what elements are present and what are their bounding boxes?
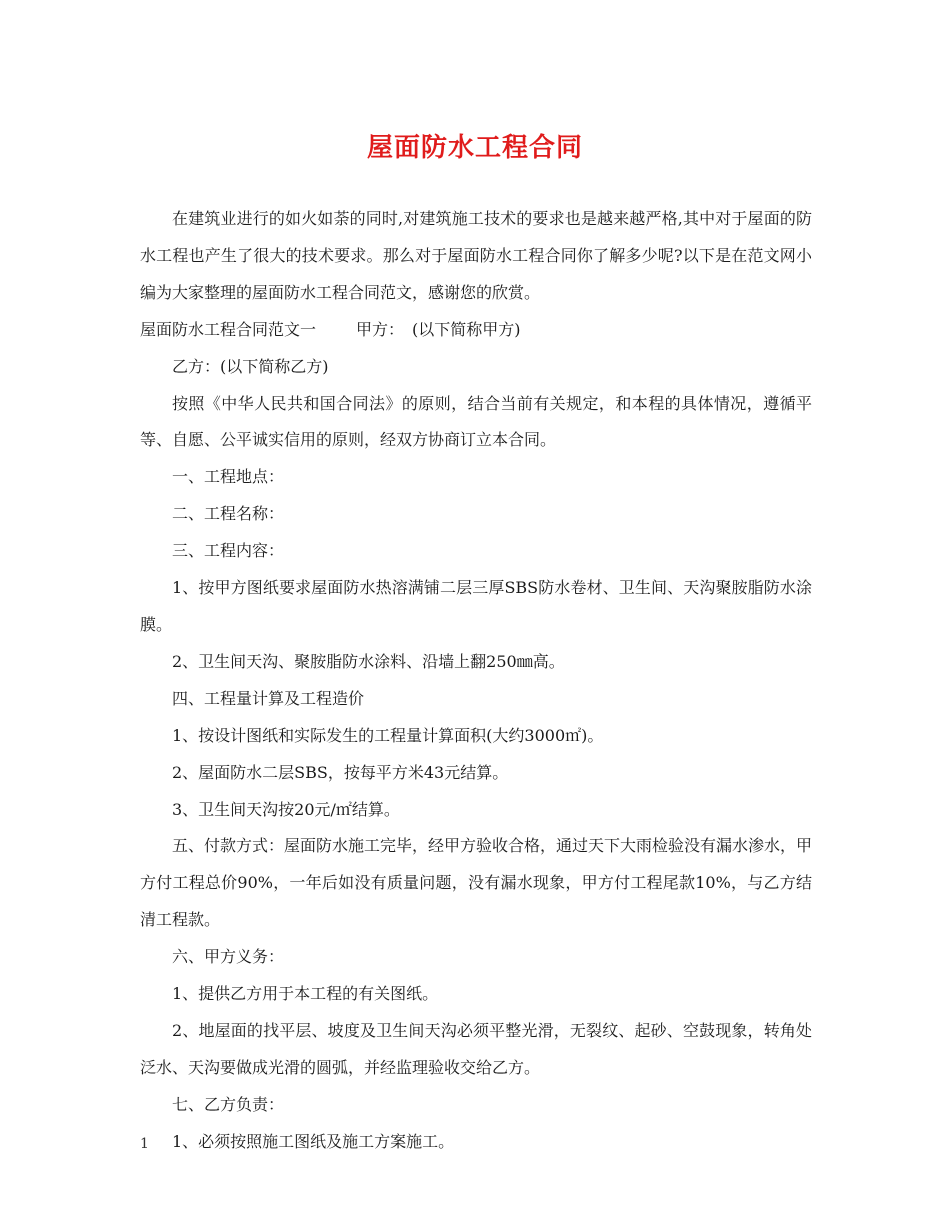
section-heading: 六、甲方义务：: [172, 947, 285, 967]
clause-paragraph: 2、屋面防水二层SBS，按每平方米43元结算。: [172, 762, 509, 782]
sample-heading-line: [140, 312, 812, 349]
party-b-line: 乙方：(以下简称乙方): [172, 356, 329, 376]
clause-paragraph: 1、必须按照施工图纸及施工方案施工。: [172, 1131, 455, 1151]
section-heading: 二、工程名称：: [172, 504, 285, 524]
document-title: 屋面防水工程合同: [366, 133, 583, 163]
clause-paragraph: 1、按甲方图纸要求屋面防水热溶满铺二层三厚SBS防水卷材、卫生间、天沟聚胺脂防水涂膜。: [140, 578, 812, 634]
section-heading: 七、乙方负责：: [172, 1094, 285, 1114]
clause-paragraph: 1、按设计图纸和实际发生的工程量计算面积(大约3000㎡)。: [172, 725, 604, 745]
sample-label: 屋面防水工程合同范文一: [140, 319, 317, 339]
clause-paragraph: 2、地屋面的找平层、坡度及卫生间天沟必须平整光滑，无裂纹、起砂、空鼓现象，转角处泛水、天沟要做成光滑的圆弧，并经监理验收交给乙方。: [140, 1020, 812, 1077]
section-heading: 四、工程量计算及工程造价: [172, 688, 365, 708]
clause-paragraph: 1、提供乙方用于本工程的有关图纸。: [172, 984, 439, 1004]
basis-paragraph: 按照《中华人民共和国合同法》的原则，结合当前有关规定，和本程的具体情况，遵循平等、自愿、公平诚实信用的原则，经双方协商订立本合同。: [140, 393, 812, 450]
clause-paragraph: 2、卫生间天沟、聚胺脂防水涂料、沿墙上翻250㎜高。: [172, 651, 565, 671]
page-number: 1: [140, 1136, 149, 1152]
clause-paragraph: 3、卫生间天沟按20元/㎡结算。: [172, 799, 400, 819]
party-a-line: 甲方： (以下简称甲方): [356, 319, 521, 339]
section-heading: 三、工程内容：: [172, 541, 285, 561]
payment-paragraph: 五、付款方式：屋面防水施工完毕，经甲方验收合格，通过天下大雨检验没有漏水渗水，甲方付工程总价90%，一年后如没有质量问题，没有漏水现象，甲方付工程尾款10%，与乙方结清工程款。: [140, 836, 813, 930]
section-heading: 一、工程地点：: [172, 467, 285, 487]
intro-paragraph: 在建筑业进行的如火如荼的同时,对建筑施工技术的要求也是越来越严格,其中对于屋面的防水工程也产生了很大的技术要求。那么对于屋面防水工程合同你了解多少呢?以下是在范文网小编为大家整理的屋面防水工程合同范文，感谢您的欣赏。: [140, 209, 812, 302]
document-body: [140, 201, 812, 1161]
